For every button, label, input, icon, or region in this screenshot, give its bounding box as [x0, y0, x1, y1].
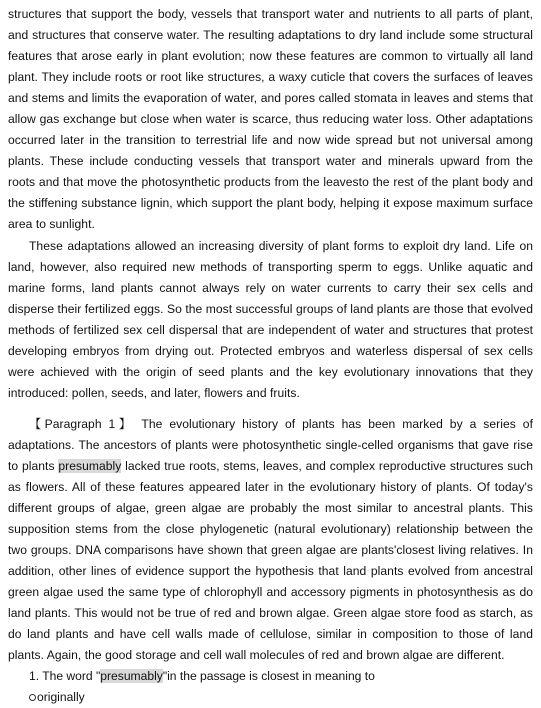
passage-paragraph-3 [8, 414, 533, 667]
passage-paragraph-2: These adaptations allowed an increasing diversity of plant forms to exploit dry land. Life on land, however, also required new methods of transporting sperm to eggs. Unlike aquatic and marine forms, land plants cannot always rely on water currents to carry their sex cells and disperse their fertilized eggs. So the most successful groups of land plants are those that evolved methods of fertilized sex cell dispersal that are independent of water and structures that protest developing embryos from drying out. Protected embryos and waterless dispersal of sex cells were achieved with the origin of seed plants and the key evolutionary innovations that they introduced: pollen, seeds, and later, flowers and fruits. [8, 238, 533, 400]
radio-button-icon[interactable] [29, 694, 36, 701]
question-highlighted-word: presumably [100, 669, 163, 684]
question-stem [8, 666, 533, 687]
paragraph-text-after: lacked true roots, stems, leaves, and complex reproductive structures such as flowers. All of these features appeared later in the evolutionary history of plants. Of today's different groups of algae, green algae are probably the most similar to ancestral plants. This supposition stems from the close phylogenetic (natural evolutionary) relationship between the two groups. DNA comparisons have shown that green algae are plants'closest living relatives. In addition, other lines of evidence support the hypothesis that land plants evolved from ancestral green algae used the same type of chlorophyll and accessory pigments in photosynthesis as do land plants. This would not be true of red and brown algae. Green algae store food as starch, as do land plants and have cell walls made of cellulose, similar in composition to those of land plants. Again, the good storage and cell wall molecules of red and brown algae are different. [8, 458, 533, 663]
paragraph-text-before: The evolutionary history of plants has been marked by a series of adaptations. The ancestors of plants were photosynthetic single-celled organisms that gave rise to plants [8, 416, 533, 473]
paragraph-label: 【Paragraph 1】 [29, 416, 135, 431]
question-prefix: 1. The word " [29, 669, 101, 684]
passage-paragraph-1: structures that support the body, vessels that transport water and nutrients to all parts of plant, and structures that conserve water. The resulting adaptations to dry land include some structural features that arose early in plant evolution; now these features are common to virtually all land plant. They include roots or root like structures, a waxy cuticle that covers the surfaces of leaves and stems and limits the evaporation of water, and pores called stomata in leaves and stems that allow gas exchange but close when water is scarce, thus reducing water loss. Other adaptations occurred later in the transition to terrestrial life and now wide spread but not universal among plants. These include conducting vessels that transport water and minerals upward from the roots and that move the photosynthetic products from the leavesto the rest of the plant body and the stiffening substance lignin, which support the plant body, helping it expose maximum surface area to sunlight. [8, 7, 533, 232]
answer-option-label: originally [37, 690, 85, 705]
highlighted-word: presumably [58, 458, 122, 473]
answer-option[interactable] [8, 687, 533, 708]
paragraph-gap [8, 404, 533, 414]
question-suffix: "in the passage is closest in meaning to [162, 669, 375, 684]
